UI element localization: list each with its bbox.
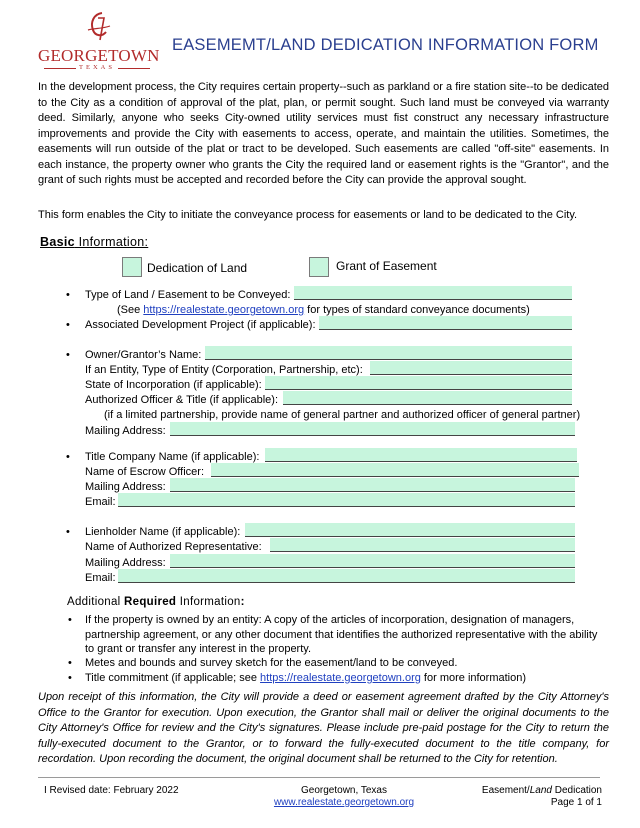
see-pre: (See [117,304,144,316]
footer-divider [38,777,600,778]
dedication-of-land-label: Dedication of Land [147,261,248,275]
heading-rest: Information: [74,235,149,249]
owner-mailing-label: Mailing Address: [85,425,166,437]
bullet-glyph: • [66,451,70,463]
intro-paragraph: In the development process, the City requires certain property--such as parkland or a fire station site--to be dedicated to the City as a condition of approval of the plat, plan, or permit sought. Such land must be conveyed via warranty deed. Similarly, anyone who seeks City-owned utility services must fist construct any necessary infrastructure improvements and provide the City with easements to access, operate, and maintain the utilities. Sometimes, the easements will run outside of the plat or tract to be developed. Such easements are called "off-site" easements. In each instance, the property owner who grants the City the required land or easement rights is the "Grantor", and the grant of such rights must be accepted and recorded before the City can provide the approval sought. [38,81,609,186]
officer-label: Authorized Officer & Title (if applicable): [85,394,278,406]
logo-emblem-icon [80,10,116,46]
add-pre: Additional [67,596,125,608]
footer-city: Georgetown, Texas [301,785,387,796]
project-input[interactable] [319,316,572,330]
closing-paragraph: Upon receipt of this information, the City will provide a deed or easement agreement drafted by the City Attorney's Office to the Grantor for execution. Upon execution, the Grantor shall mail or deliver the original documents to the City Attorney's Office for review and the City's signatures. Please include pre-paid postage for the City to return the fully-executed document to the Grantor, or to forward the fully-executed document to the title company, for recordation. Upon recording the document, the original document shall be returned to the City for retention. [38,691,609,765]
doc-pre: Easement/ [481,785,530,796]
additional-required-heading [67,596,245,608]
title-company-input[interactable] [265,448,577,462]
footer-center [248,785,440,809]
purpose-paragraph: This form enables the City to initiate the conveyance process for easements or land to be dedicated to the City. [38,209,578,221]
bullet-glyph: • [68,614,72,626]
basic-information-heading [40,235,148,249]
realestate-link[interactable]: https://realestate.georgetown.org [143,304,305,316]
project-label: Associated Development Project (if applicable): [85,319,316,331]
escrow-label: Name of Escrow Officer: [85,466,204,478]
bullet-glyph: • [66,349,70,361]
title-mailing-label: Mailing Address: [85,481,166,493]
form-title: EASEMEMT/LAND DEDICATION INFORMATION FORM [172,36,599,54]
title-email-label: Email: [85,496,116,508]
officer-input[interactable] [283,391,572,405]
realestate-link[interactable]: https://realestate.georgetown.org [260,672,421,684]
representative-input[interactable] [270,538,575,552]
bullet-glyph: • [66,319,70,331]
georgetown-logo [38,10,160,72]
logo-rule-right [118,68,150,69]
dedication-of-land-checkbox[interactable] [122,257,142,277]
logo-wordmark: GEORGETOWN [38,46,160,65]
grant-of-easement-label: Grant of Easement [336,259,437,273]
footer-right [482,785,602,809]
type-input[interactable] [294,286,572,300]
title-company-label: Title Company Name (if applicable): [85,451,260,463]
entity-type-label: If an Entity, Type of Entity (Corporation, Partnership, etc): [85,364,363,376]
lien-mailing-label: Mailing Address: [85,557,166,569]
entity-type-input[interactable] [370,361,572,375]
revised-date: I Revised date: February 2022 [44,785,179,796]
commit-post: for more information) [420,672,527,684]
doc-italic: Land [529,785,552,796]
requirement-title-commitment [85,671,605,686]
bullet-glyph: • [66,526,70,538]
owner-mailing-input[interactable] [170,422,575,436]
lienholder-label: Lienholder Name (if applicable): [85,526,241,538]
bullet-glyph: • [68,657,72,669]
representative-label: Name of Authorized Representative: [85,541,262,553]
page-number: Page 1 of 1 [550,797,602,808]
lienholder-input[interactable] [245,523,575,537]
requirement-entity-docs: If the property is owned by an entity: A copy of the articles of incorporation, designation of managers, partnership agreement, or any other document that identifies the authorized representative with the ability to grant or transfer any interest in the property. [85,614,598,655]
requirement-metes-bounds: Metes and bounds and survey sketch for the easement/land to be conveyed. [85,657,458,669]
footer-url-link[interactable]: www.realestate.georgetown.org [273,797,415,808]
commit-pre: Title commitment (if applicable; see [85,672,261,684]
state-input[interactable] [265,376,572,390]
bullet-glyph: • [68,672,72,684]
lien-mailing-input[interactable] [170,554,575,568]
state-label: State of Incorporation (if applicable): [85,379,262,391]
owner-label: Owner/Grantor’s Name: [85,349,202,361]
see-standard-docs-note [117,303,530,317]
heading-bold: Basic [40,235,75,249]
doc-post: Dedication [551,785,602,796]
add-colon: : [240,596,245,608]
document-name [482,785,602,797]
see-post: for types of standard conveyance documents) [304,304,530,316]
grant-of-easement-checkbox[interactable] [309,257,329,277]
title-mailing-input[interactable] [170,478,575,492]
add-post: Information [176,596,241,608]
partnership-note: (if a limited partnership, provide name of general partner and authorized officer of general partner) [104,409,581,421]
lien-email-label: Email: [85,572,116,584]
bullet-glyph: • [66,289,70,301]
type-label: Type of Land / Easement to be Conveyed: [85,289,291,301]
owner-input[interactable] [205,346,572,360]
escrow-input[interactable] [211,463,579,477]
title-email-input[interactable] [118,493,575,507]
logo-subtext: TEXAS [79,64,115,71]
add-bold: Required [124,596,177,608]
lien-email-input[interactable] [118,569,575,583]
